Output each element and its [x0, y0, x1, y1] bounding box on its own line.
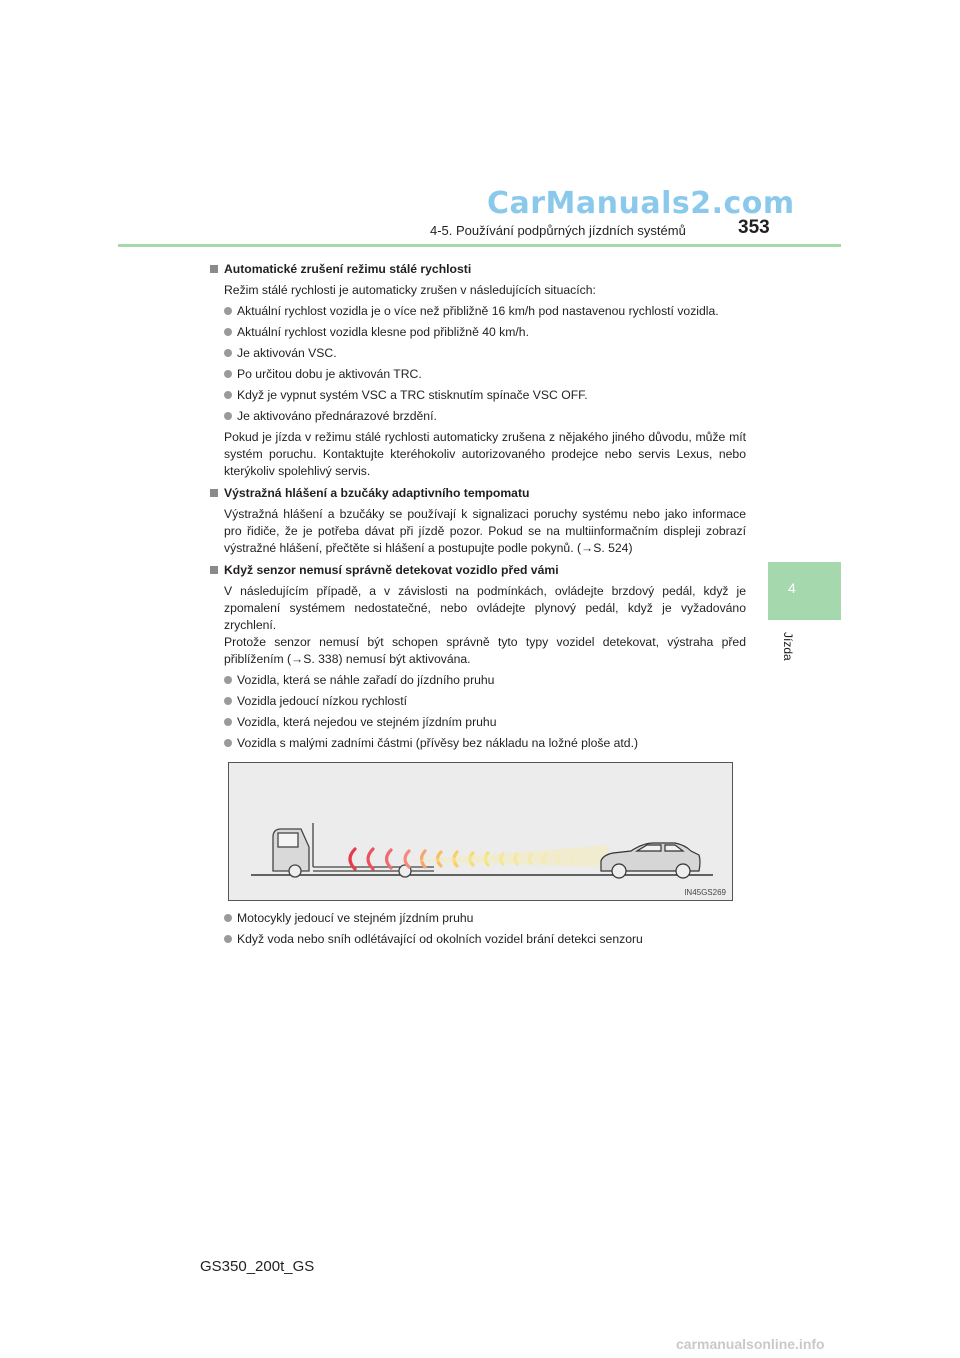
section-title: Výstražná hlášení a bzučáky adaptivního tempomatu	[224, 486, 530, 500]
circle-bullet-icon	[224, 370, 232, 378]
square-bullet-icon	[210, 566, 218, 574]
circle-bullet-icon	[224, 328, 232, 336]
circle-bullet-icon	[224, 739, 232, 747]
figure-code: IN45GS269	[684, 888, 726, 897]
list-item-text: Vozidla, která se náhle zařadí do jízdního pruhu	[237, 673, 495, 687]
side-tab-number: 4	[788, 580, 796, 596]
list-item-text: Motocykly jedoucí ve stejném jízdním pruhu	[237, 911, 474, 925]
radar-illustration-svg	[229, 763, 732, 900]
list-item	[224, 387, 746, 404]
list-item	[224, 345, 746, 362]
list-item	[224, 735, 746, 752]
watermark-bottom: carmanualsonline.info	[676, 1336, 825, 1352]
circle-bullet-icon	[224, 412, 232, 420]
list-item-text: Když je vypnut systém VSC a TRC stisknutím spínače VSC OFF.	[237, 388, 588, 402]
section-title: Když senzor nemusí správně detekovat vozidlo před vámi	[224, 563, 559, 577]
circle-bullet-icon	[224, 676, 232, 684]
section-heading	[210, 261, 746, 278]
paragraph: Protože senzor nemusí být schopen správně tyto typy vozidel detekovat, výstraha před přiblížením (→S. 338) nemusí být aktivována.	[224, 635, 746, 666]
list-item	[224, 693, 746, 710]
watermark-top: CarManuals2.com	[487, 186, 795, 221]
sedan-icon	[601, 843, 700, 878]
circle-bullet-icon	[224, 697, 232, 705]
circle-bullet-icon	[224, 391, 232, 399]
circle-bullet-icon	[224, 349, 232, 357]
list-item	[224, 366, 746, 383]
section-heading	[210, 485, 746, 502]
paragraph: Výstražná hlášení a bzučáky se používají k signalizaci poruchy systému nebo jako informace pro řidiče, že je potřeba dávat při jízdě pozor. Pokud se na multiinformačním displeji zobrazí výstražné hlášení, přečtěte si hlášení a postupujte podle pokynů. (→S. 524)	[224, 507, 746, 555]
section-title: Automatické zrušení režimu stálé rychlosti	[224, 262, 472, 276]
list-item-text: Vozidla s malými zadními částmi (přívěsy bez nákladu na ložné ploše atd.)	[237, 736, 639, 750]
page-number: 353	[738, 217, 770, 238]
radar-beam	[404, 845, 609, 867]
list-item	[224, 714, 746, 731]
side-tab	[768, 562, 841, 620]
list-item	[224, 303, 746, 320]
circle-bullet-icon	[224, 718, 232, 726]
bottom-list	[224, 906, 754, 948]
list-item-text: Když voda nebo sníh odlétávající od okolních vozidel brání detekci senzoru	[237, 932, 643, 946]
list-item	[224, 931, 754, 948]
list-item-text: Vozidla jedoucí nízkou rychlostí	[237, 694, 408, 708]
square-bullet-icon	[210, 265, 218, 273]
list-item	[224, 408, 746, 425]
list-item-text: Aktuální rychlost vozidla je o více než přibližně 16 km/h pod nastavenou rychlostí vozidla.	[237, 304, 719, 318]
list-item-text: Po určitou dobu je aktivován TRC.	[237, 367, 422, 381]
illustration-radar-detection	[228, 762, 733, 901]
paragraph: V následujícím případě, a v závislosti na podmínkách, ovládejte brzdový pedál, když je zpomalení systémem nedostatečné, nebo ovládejte plynový pedál, když je vyžadováno zrychlení.	[224, 584, 746, 632]
side-tab-label: Jízda	[781, 632, 795, 661]
list-item-text: Je aktivován VSC.	[237, 346, 337, 360]
paragraph: Režim stálé rychlosti je automaticky zrušen v následujících situacích:	[224, 283, 596, 297]
main-content	[210, 256, 746, 752]
square-bullet-icon	[210, 489, 218, 497]
footer-model: GS350_200t_GS	[200, 1258, 315, 1275]
list-item	[224, 910, 754, 927]
circle-bullet-icon	[224, 307, 232, 315]
list-item-text: Vozidla, která nejedou ve stejném jízdním pruhu	[237, 715, 497, 729]
section-heading	[210, 562, 746, 579]
list-item-text: Je aktivováno přednárazové brzdění.	[237, 409, 437, 423]
header-rule	[118, 244, 841, 247]
paragraph: Pokud je jízda v režimu stálé rychlosti automaticky zrušena z nějakého jiného důvodu, může mít systém poruchu. Kontaktujte kteréhokoliv autorizovaného prodejce nebo servis Lexus, nebo kterýkoliv spolehlivý servis.	[224, 430, 746, 478]
circle-bullet-icon	[224, 935, 232, 943]
list-item-text: Aktuální rychlost vozidla klesne pod přibližně 40 km/h.	[237, 325, 529, 339]
list-item	[224, 672, 746, 689]
header-title: 4-5. Používání podpůrných jízdních systémů	[430, 223, 686, 238]
circle-bullet-icon	[224, 914, 232, 922]
list-item	[224, 324, 746, 341]
